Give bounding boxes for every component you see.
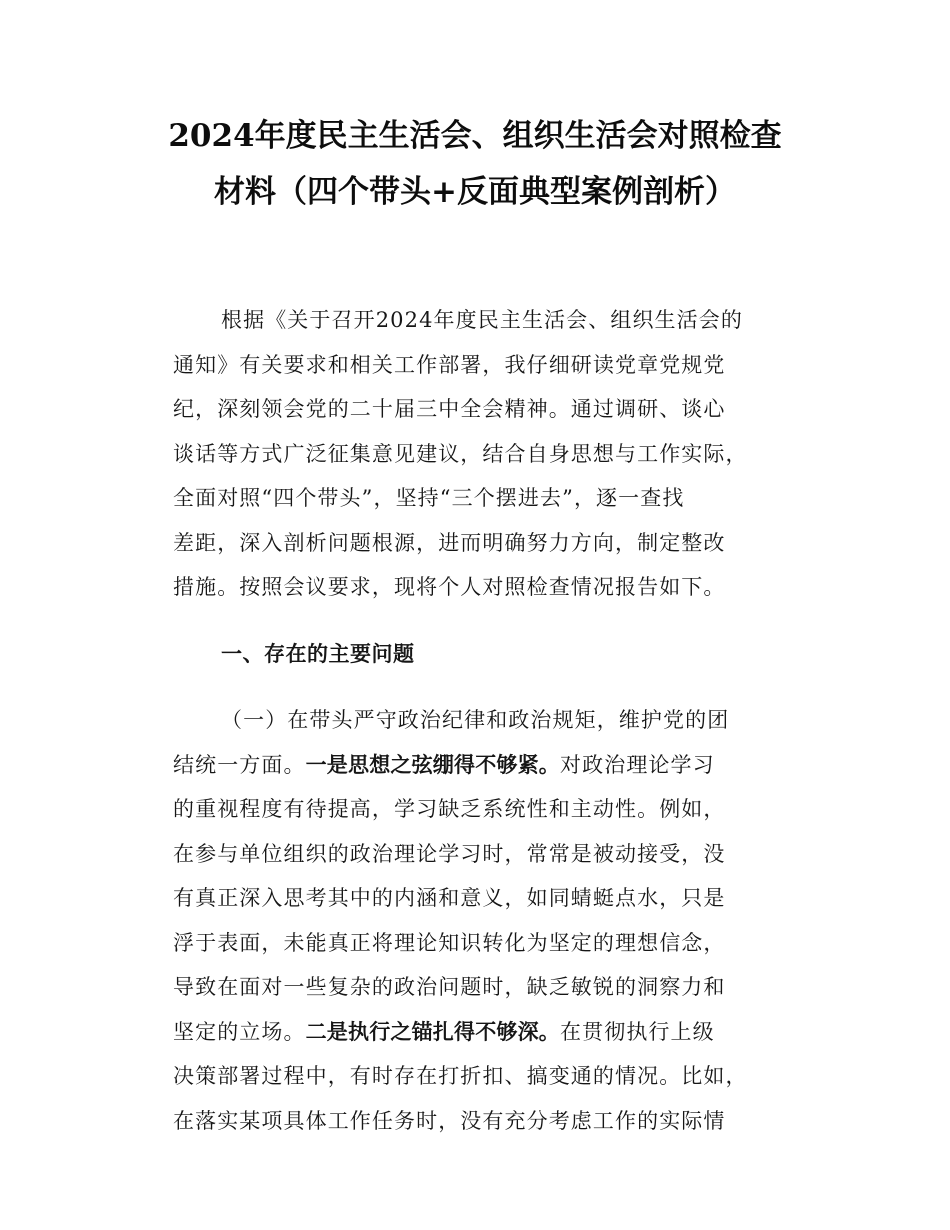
paragraph-line: 通知》有关要求和相关工作部署，我仔细研读党章党规党: [173, 352, 726, 377]
paragraph-line: 措施。按照会议要求，现将个人对照检查情况报告如下。: [173, 575, 726, 599]
line-text: 结统一方面。: [173, 752, 306, 777]
paragraph-line: 有真正深入思考其中的内涵和意义，如同蜻蜓点水，只是: [173, 886, 726, 910]
paragraph-line: 差距，深入剖析问题根源，进而明确努力方向，制定整改: [173, 530, 726, 555]
document-title: [120, 108, 830, 220]
paragraph-line: 在参与单位组织的政治理论学习时，常常是被动接受，没: [173, 841, 726, 866]
section-paragraph: [173, 698, 805, 1143]
paragraph-spacer: [173, 676, 805, 698]
bold-point-heading: 二是执行之锚扎得不够深。: [305, 1019, 561, 1044]
paragraph-line: 全面对照“四个带头”，坚持“三个摆进去”，逐一查找: [173, 486, 685, 510]
paragraph-line: 的重视程度有待提高，学习缺乏系统性和主动性。例如，: [173, 797, 726, 821]
line-text: 在贯彻执行上级: [560, 1019, 715, 1044]
intro-paragraph: [173, 298, 805, 610]
bold-point-heading: 一是思想之弦绷得不够紧。: [305, 752, 561, 777]
paragraph-line: 导致在面对一些复杂的政治问题时，缺乏敏锐的洞察力和: [173, 975, 726, 999]
paragraph-line: 纪，深刻领会党的二十届三中全会精神。通过调研、谈心: [173, 397, 726, 421]
paragraph-line: 谈话等方式广泛征集意见建议，结合自身思想与工作实际，: [173, 441, 748, 466]
section-heading: 一、存在的主要问题: [221, 641, 415, 666]
paragraph-line: 决策部署过程中，有时存在打折扣、搞变通的情况。比如，: [173, 1064, 748, 1088]
paragraph-line: [173, 1010, 805, 1055]
paragraph-line: 根据《关于召开2024年度民主生活会、组织生活会的: [221, 308, 743, 332]
title-line-1: 2024年度民主生活会、组织生活会对照检查: [168, 118, 782, 154]
title-line-2: 材料（四个带头+反面典型案例剖析）: [214, 174, 736, 210]
line-text: 对政治理论学习: [560, 752, 715, 777]
paragraph-line: [173, 743, 805, 788]
paragraph-line: 浮于表面，未能真正将理论知识转化为坚定的理想信念，: [173, 930, 726, 955]
document-body: [173, 298, 805, 1143]
paragraph-spacer: [173, 610, 805, 632]
paragraph-line: （一）在带头严守政治纪律和政治规矩，维护党的团: [221, 708, 730, 732]
line-text: 坚定的立场。: [173, 1019, 306, 1044]
paragraph-line: 在落实某项具体工作任务时，没有充分考虑工作的实际情: [173, 1108, 726, 1133]
